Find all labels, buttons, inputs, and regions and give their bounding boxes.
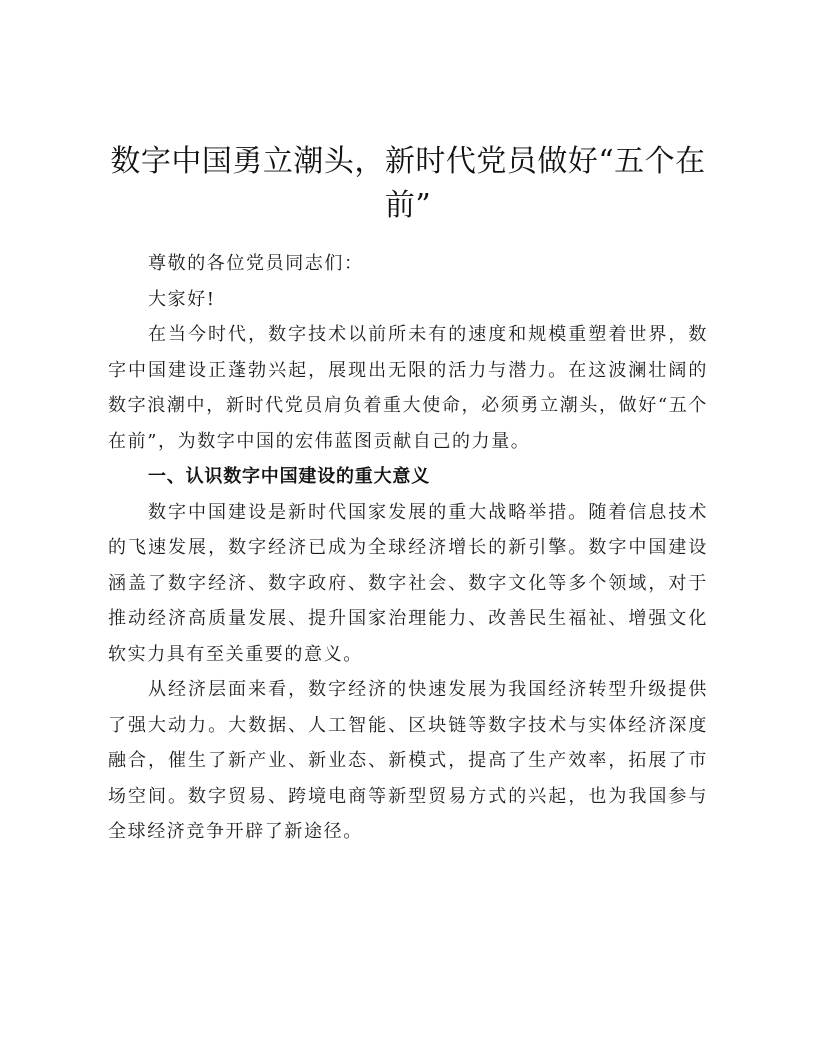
section-heading-1: 一、认识数字中国建设的重大意义 bbox=[148, 466, 430, 487]
document-title: 数字中国勇立潮头，新时代党员做好“五个在前” bbox=[110, 144, 706, 223]
section-1-paragraph-2: 从经济层面来看，数字经济的快速发展为我国经济转型升级提供了强大动力。大数据、人工智能、区块链等数字技术与实体经济深度融合，催生了新产业、新业态、新模式，提高了生产效率，拓展了市场空间。数字贸易、跨境电商等新型贸易方式的兴起，也为我国参与全球经济竞争开辟了新途径。 bbox=[108, 679, 708, 842]
salutation: 尊敬的各位党员同志们： bbox=[148, 253, 364, 274]
greeting: 大家好! bbox=[148, 288, 216, 310]
section-1-paragraph-1: 数字中国建设是新时代国家发展的重大战略举措。随着信息技术的飞速发展，数字经济已成为全球经济增长的新引擎。数字中国建设涵盖了数字经济、数字政府、数字社会、数字文化等多个领域，对于推动经济高质量发展、提升国家治理能力、改善民生福祉、增强文化软实力具有至关重要的意义。 bbox=[108, 501, 708, 665]
intro-paragraph: 在当今时代，数字技术以前所未有的速度和规模重塑着世界，数字中国建设正蓬勃兴起，展现出无限的活力与潜力。在这波澜壮阔的数字浪潮中，新时代党员肩负着重大使命，必须勇立潮头，做好“五个在前”，为数字中国的宏伟蓝图贡献自己的力量。 bbox=[108, 324, 708, 452]
document-body bbox=[108, 246, 708, 850]
